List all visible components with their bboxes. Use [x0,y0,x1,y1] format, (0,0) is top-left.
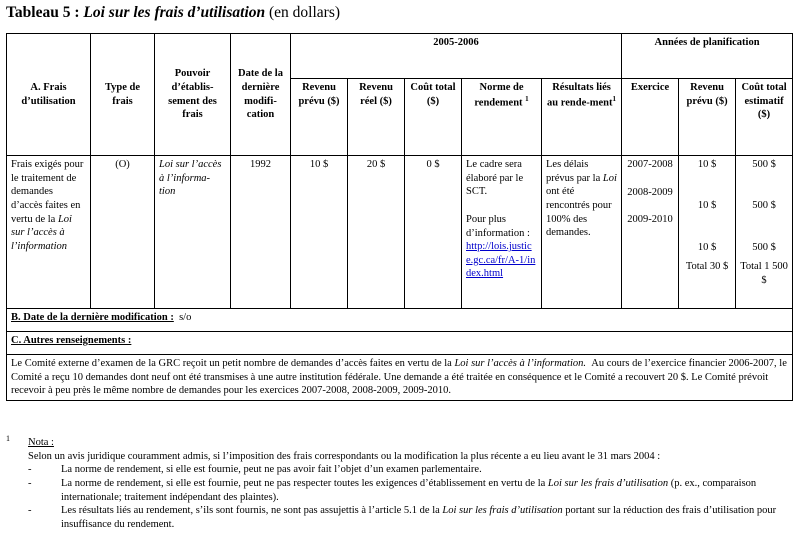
norme-text-2: Pour plus d’information : [466,213,530,239]
table-title [6,3,340,23]
table-row [7,156,793,309]
resultats-law: Loi [602,172,617,184]
cell-norme [462,156,542,309]
note-2-law: Loi sur les frais d’utilisation [547,477,669,489]
revenu-plan-3: 10 $ [697,241,717,253]
note-3-law: Loi sur les frais d’utilisation [442,505,563,517]
note-item [6,477,792,504]
title-prefix: Tableau 5 : [6,4,80,21]
header-planning: Années de planification [622,34,793,79]
resultats-text-b: ont été rencontrés pour 100% des demandes. [546,186,612,239]
notes-heading [6,436,792,450]
revenu-plan-2: 10 $ [697,200,717,212]
title-unit: (en dollars) [269,4,341,21]
note-item [6,504,792,531]
note-3-text-a: Les résultats liés au rendement, s’ils sont fournis, ne sont pas assujettis à l’article 5.1 de la [61,505,440,517]
header-date: Date de la dernière modifi-cation [231,34,291,156]
notes-heading-text: Nota : [28,437,54,448]
header-resultats-label: Résultats liés au rende-ment [547,82,613,109]
section-c-body [7,355,793,401]
cell-pouvoir: Loi sur l’accès à l’informa-tion [155,156,231,309]
header-revenu-prevu: Revenu prévu ($) [291,79,348,156]
cell-frais [7,156,91,309]
cout-plan-3: 500 $ [752,241,776,253]
cell-revenu-plan [679,156,736,309]
section-c-p2: Au cours de l’exercice financier 2006-2007, le Comité a reçu 10 demandes dont neuf ont été transmises à une autre institution fédérale. Une demande a été traitée en conséquence et le Comité a recouvert 20 $. Le Comité prévoit recevoir à peu près le même nombre de demandes pour les exercices 2007-2008, 2008-2009, 2009-2010. [11,358,787,397]
frais-law: Loi sur l’accès à l’information [11,213,72,252]
exercice-1: 2007-2008 [627,159,673,170]
revenu-plan-1: 10 $ [697,159,717,170]
footnote-ref: 1 [525,94,529,103]
header-norme-label: Norme de rendement [474,82,524,109]
section-c-body-row [7,355,793,401]
header-period: 2005-2006 [291,34,622,79]
section-c-p1: Le Comité externe d’examen de la GRC reçoit un petit nombre de demandes d’accès faites en vertu de la [11,358,452,369]
cout-plan-2: 500 $ [752,200,776,212]
footnote-ref: 1 [612,94,616,103]
frais-text: Frais exigés pour le traitement de demandes d’accès faites en vertu de la [11,159,84,225]
cout-total: Total 1 500 $ [740,261,788,286]
cell-cout: 0 $ [405,156,462,309]
notes-intro: Selon un avis juridique couramment admis, si l’imposition des frais correspondants ou la modification la plus récente a eu lieu avant le 31 mars 2004 : [28,450,661,462]
header-row-1 [7,34,793,79]
cell-revenu-prevu: 10 $ [291,156,348,309]
norme-text-1: Le cadre sera élaboré par le SCT. [466,159,524,198]
exercice-3: 2009-2010 [627,214,673,226]
resultats-text-a: Les délais prévus par la [546,159,601,184]
note-1-text: La norme de rendement, si elle est fournie, peut ne pas avoir fait l’objet d’un examen parlementaire. [61,464,482,476]
section-b-label: B. Date de la dernière modification : [11,312,174,323]
header-resultats [542,79,622,156]
justice-link[interactable]: http://lois.justice.gc.ca/fr/A-1/index.html [466,241,536,280]
note-dash: - [28,464,32,476]
exercice-2: 2008-2009 [627,186,673,198]
cell-cout-plan [736,156,793,309]
section-c-head-row [7,332,793,355]
header-cout-total: Coût total ($) [405,79,462,156]
section-c-law: Loi sur l’accès à l’information. [454,358,586,369]
note-item [6,463,792,477]
header-revenu-prevu-plan: Revenu prévu ($) [679,79,736,156]
section-b [7,309,793,332]
cell-date: 1992 [231,156,291,309]
header-type: Type de frais [91,34,155,156]
header-norme [462,79,542,156]
cell-type: (O) [91,156,155,309]
cell-resultats [542,156,622,309]
section-b-row [7,309,793,332]
user-fees-table [6,33,793,401]
header-frais: A. Frais d’utilisation [7,34,91,156]
note-dash: - [28,505,32,517]
revenu-total: Total 30 $ [685,261,729,273]
cell-exercice [622,156,679,309]
note-2-text-b: (p. ex., comparaison internationale; traitement indépendant des plaintes). [61,477,757,503]
title-law: Loi sur les frais d’utilisation [83,4,266,21]
cell-revenu-reel: 20 $ [348,156,405,309]
cout-plan-1: 500 $ [752,159,776,170]
note-3-text-b: portant sur la réduction des frais d’utilisation pour insuffisance du rendement. [61,505,777,530]
header-pouvoir: Pouvoir d’établis-sement des frais [155,34,231,156]
note-2-text-a: La norme de rendement, si elle est fournie, peut ne pas respecter toutes les exigences d’établissement en vertu de la [61,477,546,489]
footnotes [6,436,792,531]
section-c-label: C. Autres renseignements : [11,335,132,346]
note-dash: - [28,477,32,489]
footnote-marker: 1 [6,434,10,443]
header-exercice: Exercice [622,79,679,156]
section-c-heading [7,332,793,355]
section-b-value: s/o [179,312,192,323]
header-cout-estimatif: Coût total estimatif ($) [736,79,793,156]
header-revenu-reel: Revenu réel ($) [348,79,405,156]
